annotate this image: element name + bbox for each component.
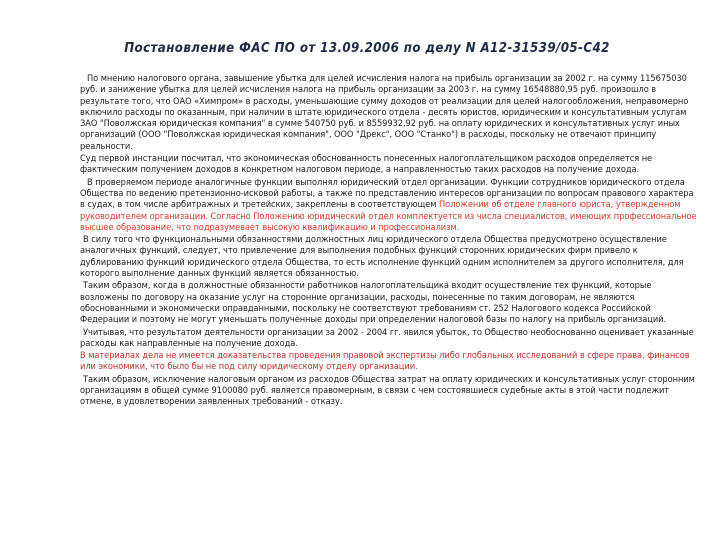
paragraph-tax-authority-opinion: По мнению налогового органа, завышение убытка для целей исчисления налога на прибыль организации за 2002 г. на сумму 115675030 руб. и занижение убытка для целей исчисления налога на прибыль организации за 2003 г. на сумму 16548880,95 руб. произошло в результате того, что ОАО «Химпром» в расходы, уменьшающие сумму доходов от реализации для целей налогообложения, неправомерно включило расходы по оказанным, при наличии в штате юридического отдела - десять юристов, юридическим и консультативным услугам ЗАО "Поволжская юридическая компания" в сумме 540750 руб. и 8559932,92 руб. на оплату юридических и консультативных услуг иных организаций (ООО "Поволжская юридическая компания", ООО "Дрекс", ООО "Станко") в расходы, поскольку не отвечают принципу реальности. (80, 73, 689, 152)
document-title: Постановление ФАС ПО от 13.09.2006 по делу N А12-31539/05-С42 (124, 41, 610, 56)
paragraph-legal-department (80, 177, 700, 233)
paragraph-loss-result: Учитывая, что результатом деятельности организации за 2002 - 2004 гг. явился убыток, то Общество необоснованно оценивает указанные расходы как направленные на получение дохода. (80, 326, 694, 349)
paragraph-duplication-of-functions: В силу того что функциональными обязанностями должностных лиц юридического отдела Общества предусмотрено осуществление аналогичных функций, следует, что привлечение для выполнения подобных функций сторонних юридических фирм привело к дублированию функций юридического отдела Общества, то есть исполнение функций одним исполнителем за другого исполнителя, для которого выполнение данных функций является обязанностью. (80, 234, 684, 280)
paragraph-conclusion-expenses: Таким образом, когда в должностные обязанности работников налогоплательщика входит осуществление тех функций, которые возложены по договору на оказание услуг на сторонние организации, расходы, понесенные по таким договорам, не являются обоснованными и экономически оправданными, поскольку не соответствуют требованиям ст. 252 Налогового кодекса Российской Федерации и поэтому не могут уменьшать полученные доходы при определении налоговой базы по налогу на прибыль организаций. (80, 280, 667, 326)
document-body (80, 73, 700, 409)
paragraph-legal-department-text: В проверяемом периоде аналогичные функции выполнял юридический отдел организации. Функции сотрудников юридического отдела Общества по ведению претензионно-исковой работы, а также по представлению интересов организации по вопросам правового характера в судах, в том числе арбитражных и третейских, закреплены в соответствующем (80, 176, 694, 211)
paragraph-final-decision: Таким образом, исключение налоговым органом из расходов Общества затрат на оплату юридических и консультативных услуг сторонним организациям в общей сумме 9100080 руб. является правомерным, в связи с чем состоявшиеся судебные акты в этой части подлежит отмене, в удовлетворении заявленных требований - отказу. (80, 373, 695, 408)
paragraph-court-first-instance: Суд первой инстанции посчитал, что экономическая обоснованность понесенных налогоплательщиком расходов определяется не фактическим получением доходов в конкретном налоговом периоде, а направленностью таких расходов на получение дохода. (80, 153, 653, 176)
paragraph-no-evidence: В материалах дела не имеется доказательства проведения правовой экспертизы либо глобальных исследований в сфере права, финансов или экономики, что было бы не под силу юридическому отделу организации. (80, 350, 690, 373)
highlighted-regulation-text: Положении об отделе главного юриста, утвержденном руководителем организации. Согласно Положению юридический отдел комплектуется из числа специалистов, имеющих профессиональное высшее образование, что подразумевает высокую квалификацию и профессионализм. (80, 199, 697, 233)
